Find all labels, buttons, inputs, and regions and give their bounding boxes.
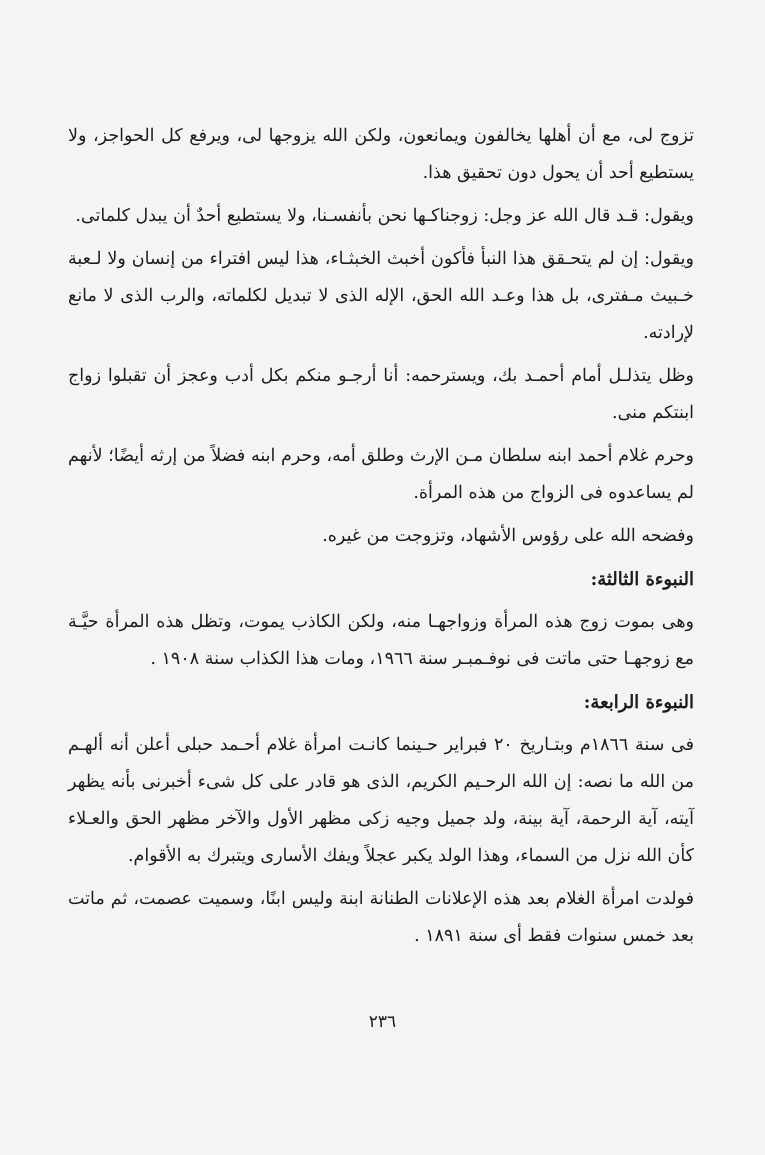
paragraph-7: وهى بموت زوج هذه المرأة وزواجهـا منه، ولكن الكاذب يموت، وتظل هذه المرأة حيَّـة مع زوجهـا حتى ماتت فى نوفـمبـر سنة ١٩٦٦، ومات هذا الكذاب سنة ١٩٠٨ . — [68, 612, 694, 669]
paragraph-9: فولدت امرأة الغلام بعد هذه الإعلانات الطنانة ابنة وليس ابنًا، وسميت عصمت، ثم ماتت بعد خمس سنوات فقط أى سنة ١٨٩١ . — [68, 889, 694, 946]
page-number: ٢٣٦ — [368, 1012, 397, 1032]
paragraph-8: فى سنة ١٨٦٦م وبتـاريخ ٢٠ فبراير حـينما كانـت امرأة غلام أحـمد حبلى أعلن أنه ألهـم من الله ما نصه: إن الله الرحـيم الكريم، الذى هو قادر على كل شىء أخبرنى بأنه يظهر آيته، آية الرحمة، آية بينة، ولد جميل وجيه زكى مظهر الأول والآخر مظهر الحق والعـلاء كأن الله نزل من السماء، وهذا الولد يكبر عجلاً ويفك الأسارى ويتبرك به الأقوام. — [68, 735, 695, 866]
paragraph-6: وفضحه الله على رؤوس الأشهاد، وتزوجت من غيره. — [322, 526, 694, 546]
page-body — [68, 118, 694, 961]
paragraph-2: ويقول: قـد قال الله عز وجل: زوجناكـها نحن بأنفسـنا، ولا يستطيع أحدٌ أن يبدل كلماتى. — [75, 206, 694, 226]
paragraph-3: ويقول: إن لم يتحـقق هذا النبأ فأكون أخبث الخبثـاء، هذا ليس افتراء من إنسان ولا لـعبة خـبيث مـفترى، بل هذا وعـد الله الحق، الإله الذى لا تبديل لكلماته، والرب الذى لا مانع لإرادته. — [68, 249, 694, 343]
paragraph-4: وظل يتذلـل أمام أحمـد بك، ويسترحمه: أنا أرجـو منكم بكل أدب وعجز أن تقبلوا زواج ابنتكم منى. — [68, 366, 694, 423]
section-heading-third-prophecy: النبوءة الثالثة: — [590, 569, 694, 590]
section-heading-fourth-prophecy: النبوءة الرابعة: — [583, 692, 694, 713]
paragraph-1: تزوج لى، مع أن أهلها يخالفون ويمانعون، ولكن الله يزوجها لى، ويرفع كل الحواجز، ولا يستطيع أحد أن يحول دون تحقيق هذا. — [68, 126, 694, 183]
paragraph-5: وحرم غلام أحمد ابنه سلطان مـن الإرث وطلق أمه، وحرم ابنه فضلاً من إرثه أيضًا؛ لأنهم لم يساعدوه فى الزواج من هذه المرأة. — [68, 446, 694, 503]
